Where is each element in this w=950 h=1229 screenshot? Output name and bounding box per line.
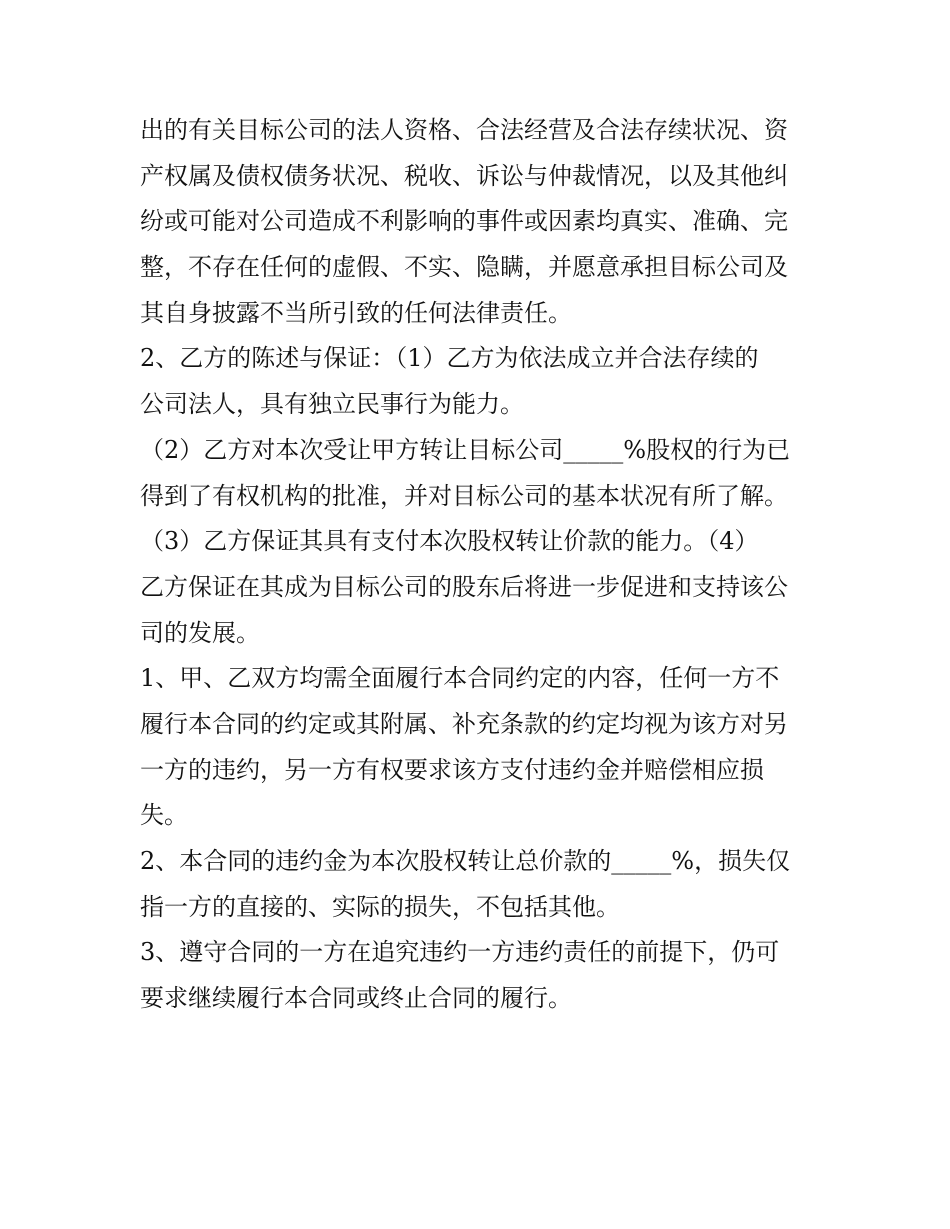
text-line: 整，不存在任何的虚假、不实、隐瞒，并愿意承担目标公司及 [140, 253, 788, 282]
text-line: （3）乙方保证其具有支付本次股权转让价款的能力。（4） [140, 527, 759, 556]
text-line: 出的有关目标公司的法人资格、合法经营及合法存续状况、资 [140, 116, 788, 144]
text-line: 乙方保证在其成为目标公司的股东后将进一步促进和支持该公 [140, 572, 788, 601]
text-line: 司的发展。 [140, 618, 260, 647]
text-line: 公司法人，具有独立民事行为能力。 [140, 390, 524, 419]
text-line: 履行本合同的约定或其附属、补充条款的约定均视为该方对另 [140, 709, 788, 738]
text-line: 纷或可能对公司造成不利影响的事件或因素均真实、准确、完 [140, 207, 788, 236]
text-line: 2、乙方的陈述与保证：（1）乙方为依法成立并合法存续的 [140, 344, 759, 373]
text-line: 2、本合同的违约金为本次股权转让总价款的_____%，损失仅 [140, 847, 791, 875]
text-line: （2）乙方对本次受让甲方转让目标公司_____%股权的行为已 [140, 435, 791, 464]
contract-text [140, 108, 820, 1022]
text-line: 一方的违约，另一方有权要求该方支付违约金并赔偿相应损 [140, 755, 764, 784]
text-line: 产权属及债权债务状况、税收、诉讼与仲裁情况，以及其他纠 [140, 161, 788, 190]
text-line: 1、甲、乙双方均需全面履行本合同约定的内容，任何一方不 [140, 664, 780, 693]
text-line: 3、遵守合同的一方在追究违约一方违约责任的前提下，仍可 [140, 938, 780, 967]
text-line: 得到了有权机构的批准，并对目标公司的基本状况有所了解。 [140, 481, 788, 510]
text-line: 失。 [140, 801, 188, 830]
text-line: 其自身披露不当所引致的任何法律责任。 [140, 298, 572, 327]
text-line: 指一方的直接的、实际的损失，不包括其他。 [140, 892, 620, 921]
text-line: 要求继续履行本合同或终止合同的履行。 [140, 984, 572, 1013]
